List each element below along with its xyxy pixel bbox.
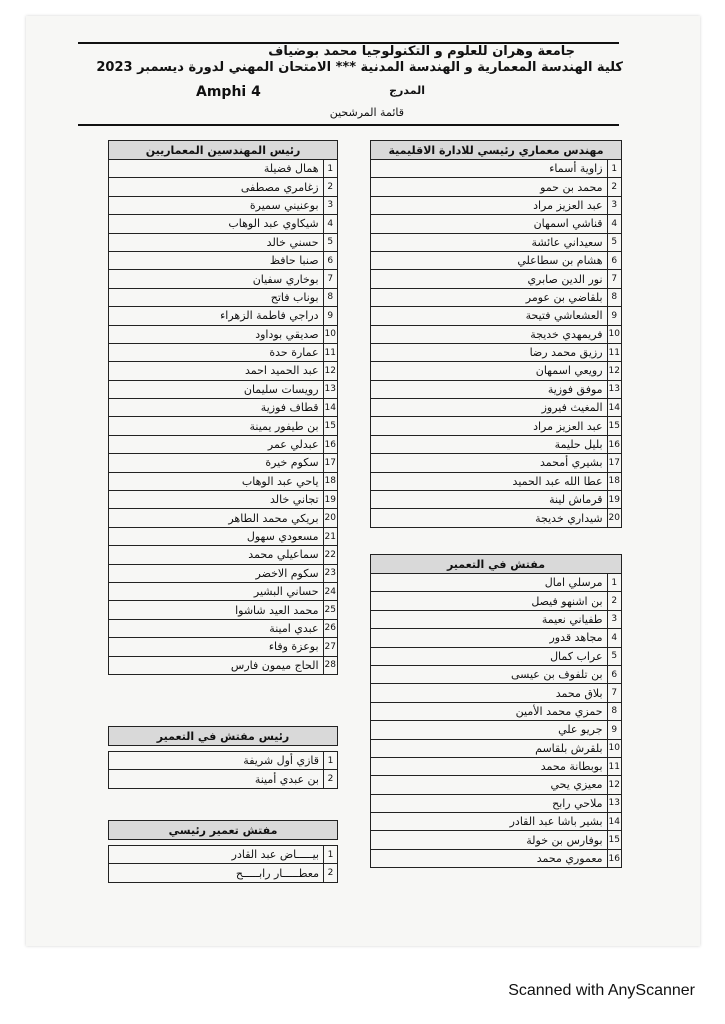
row-number: 15 — [323, 417, 337, 435]
candidate-name: الحاج ميمون فارس — [109, 656, 324, 674]
row-number: 28 — [323, 656, 337, 674]
row-number: 11 — [607, 757, 621, 775]
candidate-name: المغيث فيروز — [371, 399, 608, 417]
candidate-name: رويعي اسمهان — [371, 362, 608, 380]
row-number: 16 — [607, 849, 621, 867]
university-name: جامعة وهران للعلوم و التكنولوجيا محمد بوضياف — [268, 44, 575, 59]
row-number: 19 — [323, 491, 337, 509]
table-row — [371, 813, 622, 831]
row-number: 9 — [607, 307, 621, 325]
row-number: 23 — [323, 564, 337, 582]
candidate-name: رويسات سليمان — [109, 380, 324, 398]
table-row — [371, 343, 622, 361]
table-row — [109, 564, 338, 582]
candidate-name: بن تلفوف بن عيسى — [371, 665, 608, 683]
table-row — [109, 270, 338, 288]
table-row — [371, 684, 622, 702]
table-row — [109, 864, 338, 882]
candidate-name: قطاف فوزية — [109, 399, 324, 417]
candidate-name: بن طيفور يمينة — [109, 417, 324, 435]
candidate-name: عبدي امينة — [109, 619, 324, 637]
table-row — [371, 215, 622, 233]
table-row — [109, 343, 338, 361]
row-number: 4 — [607, 629, 621, 647]
row-number: 6 — [607, 251, 621, 269]
candidate-name: بشير باشا عبد القادر — [371, 813, 608, 831]
table-row — [371, 362, 622, 380]
row-number: 15 — [607, 831, 621, 849]
candidate-name: بوناب فاتح — [109, 288, 324, 306]
candidate-name: ياحي عبد الوهاب — [109, 472, 324, 490]
candidate-name: حمزي محمد الأمين — [371, 702, 608, 720]
table-row — [109, 399, 338, 417]
candidate-name: صنبا حافظ — [109, 251, 324, 269]
table-row — [109, 472, 338, 490]
row-number: 20 — [323, 509, 337, 527]
table-row — [371, 472, 622, 490]
row-number: 19 — [607, 491, 621, 509]
table-regional-architects — [370, 140, 622, 528]
candidate-name: طفياني نعيمة — [371, 610, 608, 628]
table-row — [371, 160, 622, 178]
candidate-name: بوعنيني سميرة — [109, 196, 324, 214]
row-number: 6 — [607, 665, 621, 683]
row-number: 1 — [323, 160, 337, 178]
candidate-name: صديقي بوداود — [109, 325, 324, 343]
candidate-name: معيزي يحي — [371, 776, 608, 794]
table-row — [371, 435, 622, 453]
table-row — [371, 196, 622, 214]
candidate-name: دراجي فاطمة الزهراء — [109, 307, 324, 325]
table-row — [371, 592, 622, 610]
table-row — [109, 656, 338, 674]
candidate-name: قرماش لينة — [371, 491, 608, 509]
table-row — [371, 776, 622, 794]
table-row — [109, 417, 338, 435]
row-number: 20 — [607, 509, 621, 527]
table-row — [371, 380, 622, 398]
candidate-name: بيـــــاض عبد القادر — [109, 846, 324, 864]
table-principal-urban-inspectors — [108, 820, 338, 883]
candidate-name: بوخاري سفيان — [109, 270, 324, 288]
table-title: رئيس المهندسين المعماريين — [109, 141, 338, 160]
row-number: 18 — [607, 472, 621, 490]
table-row — [109, 233, 338, 251]
candidate-name: هشام بن سطاعلي — [371, 251, 608, 269]
candidate-name: معموري محمد — [371, 849, 608, 867]
table-row — [109, 178, 338, 196]
candidate-name: زاوية أسماء — [371, 160, 608, 178]
table-title: مفتش في التعمير — [371, 555, 622, 574]
row-number: 1 — [324, 846, 338, 864]
row-number: 16 — [607, 435, 621, 453]
table-row — [109, 215, 338, 233]
candidate-name: قناشي اسمهان — [371, 215, 608, 233]
row-number: 26 — [323, 619, 337, 637]
candidate-name: بوفارس بن خولة — [371, 831, 608, 849]
candidate-name: معطـــــار رابـــــح — [109, 864, 324, 882]
candidate-name: سماعيلي محمد — [109, 546, 324, 564]
candidate-name: شيداري خديجة — [371, 509, 608, 527]
row-number: 27 — [323, 638, 337, 656]
table-row — [109, 251, 338, 269]
row-number: 11 — [323, 343, 337, 361]
candidate-name: مسعودي سهول — [109, 527, 324, 545]
table-row — [109, 846, 338, 864]
table-row — [371, 233, 622, 251]
candidate-name: محمد بن حمو — [371, 178, 608, 196]
table-row — [371, 491, 622, 509]
table-row — [371, 288, 622, 306]
row-number: 3 — [323, 196, 337, 214]
candidate-name: شيكاوي عبد الوهاب — [109, 215, 324, 233]
row-number: 14 — [607, 813, 621, 831]
row-number: 9 — [607, 721, 621, 739]
table-row — [371, 647, 622, 665]
table-row — [109, 546, 338, 564]
candidate-name: مرسلي امال — [371, 574, 608, 592]
table-title: رئيس مفتش في التعمير — [109, 727, 338, 746]
row-number: 7 — [607, 270, 621, 288]
row-number: 2 — [607, 592, 621, 610]
row-number: 6 — [323, 251, 337, 269]
table-row — [109, 325, 338, 343]
candidate-name: سعيداني عائشة — [371, 233, 608, 251]
candidate-name: بريكي محمد الطاهر — [109, 509, 324, 527]
row-number: 15 — [607, 417, 621, 435]
row-number: 4 — [323, 215, 337, 233]
row-number: 1 — [607, 574, 621, 592]
hall-label: المدرج — [389, 84, 425, 97]
table-row — [109, 509, 338, 527]
table-row — [371, 399, 622, 417]
candidate-name: سكوم خيرة — [109, 454, 324, 472]
table-title: مهندس معماري رئيسي للادارة الاقليمية — [371, 141, 622, 160]
scanner-watermark: Scanned with AnyScanner — [508, 982, 695, 999]
table-row — [371, 509, 622, 527]
row-number: 13 — [323, 380, 337, 398]
candidate-name: سكوم الاخضر — [109, 564, 324, 582]
table-row — [371, 721, 622, 739]
table-row — [109, 160, 338, 178]
header-bottom-rule — [78, 124, 619, 126]
table-row — [109, 527, 338, 545]
table-row — [109, 435, 338, 453]
row-number: 21 — [323, 527, 337, 545]
row-number: 10 — [607, 739, 621, 757]
candidate-name: ملاحي رابح — [371, 794, 608, 812]
row-number: 5 — [607, 233, 621, 251]
row-number: 9 — [323, 307, 337, 325]
row-number: 4 — [607, 215, 621, 233]
table-row — [109, 582, 338, 600]
row-number: 25 — [323, 601, 337, 619]
row-number: 2 — [607, 178, 621, 196]
table-row — [371, 417, 622, 435]
candidate-name: محمد العيد شاشوا — [109, 601, 324, 619]
row-number: 14 — [323, 399, 337, 417]
candidate-name: بن عبدي أمينة — [109, 770, 324, 788]
candidate-name: عراب كمال — [371, 647, 608, 665]
candidate-name: عطا الله عبد الحميد — [371, 472, 608, 490]
candidate-name: مجاهد قدور — [371, 629, 608, 647]
row-number: 3 — [607, 196, 621, 214]
candidate-name: همال فضيلة — [109, 160, 324, 178]
row-number: 2 — [323, 178, 337, 196]
candidate-name: موفق فوزية — [371, 380, 608, 398]
candidate-name: عبد الحميد احمد — [109, 362, 324, 380]
row-number: 13 — [607, 794, 621, 812]
row-number: 2 — [324, 864, 338, 882]
table-urban-inspectors — [370, 554, 622, 868]
candidate-name: عبدلي عمر — [109, 435, 324, 453]
table-chief-engineers — [108, 140, 338, 675]
candidate-name: حساني البشير — [109, 582, 324, 600]
table-row — [371, 831, 622, 849]
candidate-name: بليل حليمة — [371, 435, 608, 453]
candidate-name: بلاق محمد — [371, 684, 608, 702]
table-row — [371, 794, 622, 812]
candidate-name: عبد العزيز مراد — [371, 417, 608, 435]
table-row — [371, 849, 622, 867]
row-number: 12 — [607, 362, 621, 380]
candidate-list-title: قائمة المرشحين — [329, 106, 404, 119]
row-number: 8 — [607, 288, 621, 306]
table-row — [371, 270, 622, 288]
table-row — [109, 491, 338, 509]
candidate-name: فريمهدي خديجة — [371, 325, 608, 343]
row-number: 17 — [323, 454, 337, 472]
table-row — [371, 178, 622, 196]
row-number: 3 — [607, 610, 621, 628]
table-row — [109, 288, 338, 306]
row-number: 22 — [323, 546, 337, 564]
table-row — [109, 752, 338, 770]
table-row — [371, 454, 622, 472]
row-number: 10 — [323, 325, 337, 343]
candidate-name: تجاني خالد — [109, 491, 324, 509]
row-number: 17 — [607, 454, 621, 472]
table-row — [109, 362, 338, 380]
candidate-name: قازي أول شريفة — [109, 752, 324, 770]
row-number: 1 — [324, 752, 338, 770]
row-number: 10 — [607, 325, 621, 343]
row-number: 16 — [323, 435, 337, 453]
candidate-name: بوعزة وفاء — [109, 638, 324, 656]
amphi-number: Amphi 4 — [196, 84, 261, 100]
table-row — [371, 739, 622, 757]
row-number: 13 — [607, 380, 621, 398]
table-row — [371, 251, 622, 269]
row-number: 2 — [324, 770, 338, 788]
table-row — [109, 380, 338, 398]
candidate-name: بوبطانة محمد — [371, 757, 608, 775]
table-row — [109, 307, 338, 325]
candidate-name: بشيري أمحمد — [371, 454, 608, 472]
row-number: 1 — [607, 160, 621, 178]
row-number: 12 — [607, 776, 621, 794]
row-number: 8 — [323, 288, 337, 306]
row-number: 11 — [607, 343, 621, 361]
table-row — [371, 702, 622, 720]
table-row — [109, 770, 338, 788]
table-chief-urban-inspectors — [108, 726, 338, 789]
table-row — [109, 638, 338, 656]
row-number: 7 — [607, 684, 621, 702]
table-title: مفتش تعمير رئيسي — [109, 821, 338, 840]
table-row — [371, 757, 622, 775]
table-row — [371, 574, 622, 592]
row-number: 5 — [607, 647, 621, 665]
table-row — [371, 325, 622, 343]
row-number: 18 — [323, 472, 337, 490]
row-number: 14 — [607, 399, 621, 417]
candidate-name: بلقاضي بن عومر — [371, 288, 608, 306]
table-row — [371, 307, 622, 325]
candidate-name: زغامري مصطفى — [109, 178, 324, 196]
row-number: 12 — [323, 362, 337, 380]
candidate-name: عبد العزيز مراد — [371, 196, 608, 214]
table-row — [371, 665, 622, 683]
candidate-name: العشعاشي فتيحة — [371, 307, 608, 325]
table-row — [109, 196, 338, 214]
row-number: 24 — [323, 582, 337, 600]
table-row — [371, 629, 622, 647]
candidate-name: نور الدين صابري — [371, 270, 608, 288]
candidate-name: بن اشنهو فيصل — [371, 592, 608, 610]
candidate-name: حسني خالد — [109, 233, 324, 251]
row-number: 7 — [323, 270, 337, 288]
row-number: 5 — [323, 233, 337, 251]
table-row — [109, 454, 338, 472]
candidate-name: بلقرش بلقاسم — [371, 739, 608, 757]
table-row — [109, 619, 338, 637]
candidate-name: رزيق محمد رضا — [371, 343, 608, 361]
row-number: 8 — [607, 702, 621, 720]
candidate-name: جريو علي — [371, 721, 608, 739]
candidate-name: عمارة حدة — [109, 343, 324, 361]
faculty-exam-line: كلية الهندسة المعمارية و الهندسة المدنية *** الامتحان المهني لدورة ديسمبر 2023 — [96, 60, 623, 75]
table-row — [371, 610, 622, 628]
table-row — [109, 601, 338, 619]
